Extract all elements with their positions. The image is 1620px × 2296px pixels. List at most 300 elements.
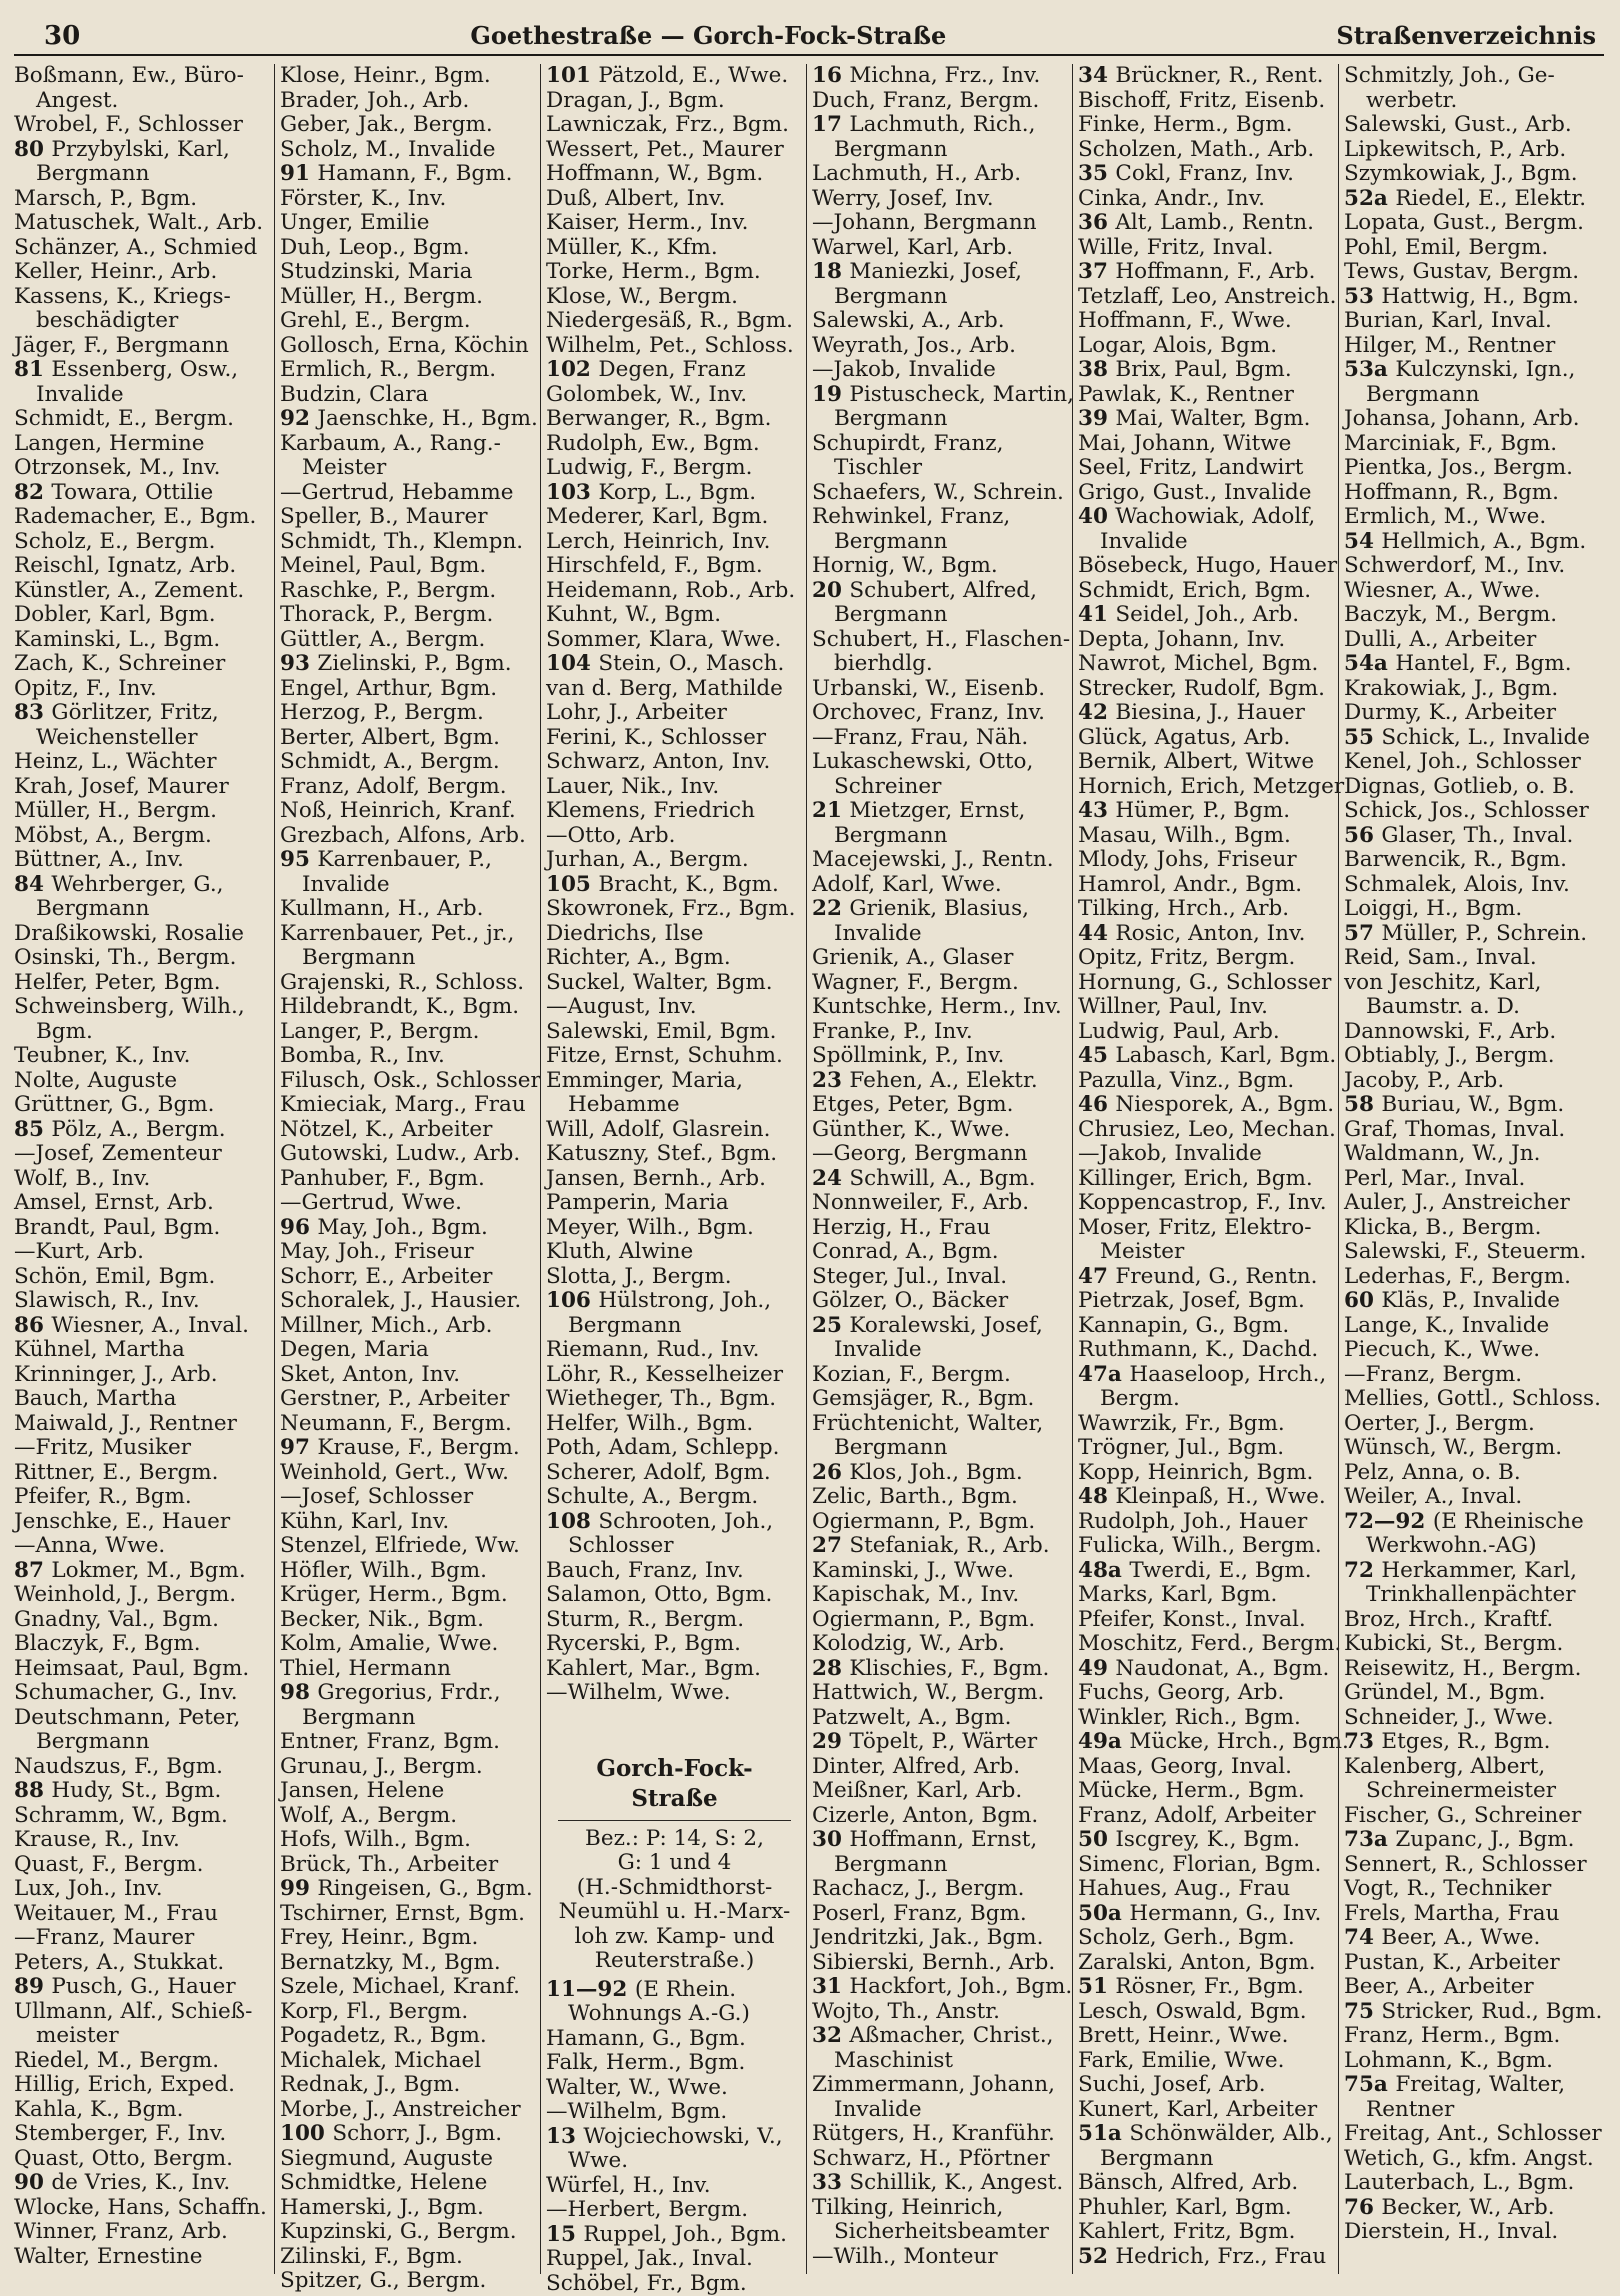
house-number: 47a [1078, 1362, 1129, 1387]
directory-entry: Unger, Emilie [280, 211, 537, 236]
directory-entry: Ferini, K., Schlosser [546, 726, 803, 751]
directory-entry: Matuschek, Walt., Arb. [14, 211, 271, 236]
directory-entry: Wolf, A., Bergm. [280, 1804, 537, 1829]
directory-entry: Rudolph, Joh., Hauer [1078, 1510, 1335, 1535]
directory-entry: Patzwelt, A., Bgm. [812, 1706, 1069, 1731]
house-number: 103 [546, 480, 598, 505]
directory-entry: Gründel, M., Bgm. [1344, 1681, 1601, 1706]
directory-entry: Waldmann, W., Jn. [1344, 1142, 1601, 1167]
directory-entry: Franke, P., Inv. [812, 1020, 1069, 1045]
directory-entry: 60 Kläs, P., Invalide [1344, 1289, 1601, 1314]
house-number: 50a [1078, 1901, 1129, 1926]
directory-entry: Brett, Heinr., Wwe. [1078, 2024, 1335, 2049]
directory-entry: Bänsch, Alfred, Arb. [1078, 2171, 1335, 2196]
directory-entry: Weitauer, M., Frau [14, 1902, 271, 1927]
directory-entry: Rentner [1344, 2098, 1601, 2123]
house-number: 29 [812, 1729, 849, 1754]
directory-entry: Frey, Heinr., Bgm. [280, 1926, 537, 1951]
columns-container [14, 64, 1604, 2274]
directory-entry: Fuchs, Georg, Arb. [1078, 1681, 1335, 1706]
house-number: 81 [14, 357, 51, 382]
directory-entry: Thorack, P., Bergm. [280, 603, 537, 628]
directory-entry: Gutowski, Ludw., Arb. [280, 1142, 537, 1167]
directory-entry: 13 Wojciechowski, V., [546, 2125, 803, 2150]
directory-entry: Raschke, P., Bergm. [280, 579, 537, 604]
directory-entry: Szele, Michael, Kranf. [280, 1975, 537, 2000]
directory-entry: Rachacz, J., Bergm. [812, 1877, 1069, 1902]
directory-entry: Richter, A., Bgm. [546, 946, 803, 971]
directory-entry: 75a Freitag, Walter, [1344, 2073, 1601, 2098]
directory-entry: Lipkewitsch, P., Arb. [1344, 138, 1601, 163]
directory-entry: Lachmuth, H., Arb. [812, 162, 1069, 187]
directory-entry: Schweinsberg, Wilh., [14, 995, 271, 1020]
directory-entry: 91 Hamann, F., Bgm. [280, 162, 537, 187]
directory-entry: Durmy, K., Arbeiter [1344, 701, 1601, 726]
house-number: 27 [812, 1533, 849, 1558]
directory-entry: bierhdlg. [812, 652, 1069, 677]
directory-entry: —Wilhelm, Bgm. [546, 2100, 803, 2125]
directory-entry: —Franz, Bergm. [1344, 1363, 1601, 1388]
directory-entry: Dinter, Alfred, Arb. [812, 1755, 1069, 1780]
directory-entry: May, Joh., Friseur [280, 1240, 537, 1265]
directory-entry: Neumann, F., Bergm. [280, 1412, 537, 1437]
house-number: 102 [546, 357, 598, 382]
directory-entry: Kaminski, J., Wwe. [812, 1559, 1069, 1584]
house-number: 75 [1344, 1999, 1381, 2024]
directory-entry: 104 Stein, O., Masch. [546, 652, 803, 677]
directory-entry: Osinski, Th., Bergm. [14, 946, 271, 971]
directory-entry: Kenel, Joh., Schlosser [1344, 750, 1601, 775]
directory-entry: Schoralek, J., Hausier. [280, 1289, 537, 1314]
directory-entry: 74 Beer, A., Wwe. [1344, 1926, 1601, 1951]
directory-entry: Schmidt, Th., Klempn. [280, 530, 537, 555]
directory-entry: Trinkhallenpächter [1344, 1583, 1601, 1608]
directory-entry: 35 Cokl, Franz, Inv. [1078, 162, 1335, 187]
house-number: 35 [1078, 161, 1115, 186]
directory-entry: Hilger, M., Rentner [1344, 334, 1601, 359]
directory-entry: Steger, Jul., Inval. [812, 1265, 1069, 1290]
directory-entry: Kozian, F., Bergm. [812, 1363, 1069, 1388]
directory-entry: Kopp, Heinrich, Bgm. [1078, 1461, 1335, 1486]
directory-entry: Wohnungs A.-G.) [546, 2002, 803, 2027]
directory-entry: Lange, K., Invalide [1344, 1314, 1601, 1339]
directory-entry: Otrzonsek, M., Inv. [14, 456, 271, 481]
directory-entry: Wietheger, Th., Bgm. [546, 1387, 803, 1412]
directory-entry: Ullmann, Alf., Schieß- [14, 2000, 271, 2025]
directory-entry: Grüttner, G., Bgm. [14, 1093, 271, 1118]
directory-entry: Speller, B., Maurer [280, 505, 537, 530]
directory-entry: 36 Alt, Lamb., Rentn. [1078, 211, 1335, 236]
directory-entry: Hornich, Erich, Metzger [1078, 775, 1335, 800]
directory-entry: Torke, Herm., Bgm. [546, 260, 803, 285]
column-1 [14, 64, 274, 2274]
directory-entry: Fulicka, Wilh., Bergm. [1078, 1534, 1335, 1559]
directory-entry: 33 Schillik, K., Angest. [812, 2171, 1069, 2196]
house-number: 52 [1078, 2244, 1115, 2269]
directory-entry: Heidemann, Rob., Arb. [546, 579, 803, 604]
directory-entry: Marks, Karl, Bgm. [1078, 1583, 1335, 1608]
house-number: 72 [1344, 1558, 1381, 1583]
directory-entry: Broz, Hrch., Kraftf. [1344, 1608, 1601, 1633]
directory-entry: 72 Herkammer, Karl, [1344, 1559, 1601, 1584]
directory-entry: Hebamme [546, 1093, 803, 1118]
directory-entry: Fitze, Ernst, Schuhm. [546, 1044, 803, 1069]
directory-entry: Mederer, Karl, Bgm. [546, 505, 803, 530]
house-number: 106 [546, 1288, 598, 1313]
directory-entry: Franz, Adolf, Bergm. [280, 775, 537, 800]
directory-entry: Korp, Fl., Bergm. [280, 2000, 537, 2025]
directory-entry: —Johann, Bergmann [812, 211, 1069, 236]
directory-entry: Meinel, Paul, Bgm. [280, 554, 537, 579]
directory-entry: Schlosser [546, 1534, 803, 1559]
directory-entry: Schick, Jos., Schlosser [1344, 799, 1601, 824]
house-number: 46 [1078, 1092, 1115, 1117]
directory-entry: Thiel, Hermann [280, 1657, 537, 1682]
house-number: 39 [1078, 406, 1115, 431]
column-5 [1072, 64, 1338, 2274]
directory-entry: 55 Schick, L., Invalide [1344, 726, 1601, 751]
house-number: 57 [1344, 921, 1381, 946]
directory-entry: Diedrichs, Ilse [546, 922, 803, 947]
directory-entry: —Gertrud, Hebamme [280, 481, 537, 506]
house-number: 22 [812, 896, 849, 921]
directory-entry: Ludwig, F., Bergm. [546, 456, 803, 481]
directory-entry: 44 Rosic, Anton, Inv. [1078, 922, 1335, 947]
street-info-line: Neumühl u. H.-Marx- [546, 1900, 803, 1925]
directory-entry: Schreiner [812, 775, 1069, 800]
directory-entry: Naudszus, F., Bgm. [14, 1755, 271, 1780]
directory-entry: Meister [1078, 1240, 1335, 1265]
house-number: 26 [812, 1460, 849, 1485]
column-6 [1338, 64, 1604, 2274]
directory-entry: Invalide [1078, 530, 1335, 555]
directory-entry: 54 Hellmich, A., Bgm. [1344, 530, 1601, 555]
directory-entry: Kahla, K., Bgm. [14, 2098, 271, 2123]
directory-entry: Ogiermann, P., Bgm. [812, 1608, 1069, 1633]
house-number: 56 [1344, 823, 1381, 848]
directory-entry: Nolte, Auguste [14, 1069, 271, 1094]
directory-entry: —Anna, Wwe. [14, 1534, 271, 1559]
directory-entry: 48a Twerdi, E., Bgm. [1078, 1559, 1335, 1584]
directory-entry: Brück, Th., Arbeiter [280, 1853, 537, 1878]
directory-entry: Koppencastrop, F., Inv. [1078, 1191, 1335, 1216]
directory-entry: Szymkowiak, J., Bgm. [1344, 162, 1601, 187]
directory-entry: Willner, Paul, Inv. [1078, 995, 1335, 1020]
directory-entry: Schänzer, A., Schmied [14, 236, 271, 261]
section-title: Straßenverzeichnis [1336, 18, 1596, 54]
directory-entry: —Jakob, Invalide [1078, 1142, 1335, 1167]
house-number: 21 [812, 798, 849, 823]
house-number: 40 [1078, 504, 1115, 529]
directory-entry: Filusch, Osk., Schlosser [280, 1069, 537, 1094]
directory-entry: Scholz, Gerh., Bgm. [1078, 1926, 1335, 1951]
directory-entry: Tetzlaff, Leo, Anstreich. [1078, 285, 1335, 310]
directory-entry: Salewski, Emil, Bgm. [546, 1020, 803, 1045]
directory-entry: Bergmann [812, 407, 1069, 432]
directory-entry: Wolf, B., Inv. [14, 1167, 271, 1192]
directory-entry: 85 Pölz, A., Bergm. [14, 1118, 271, 1143]
house-number: 51 [1078, 1974, 1115, 1999]
directory-entry: Kunert, Karl, Arbeiter [1078, 2098, 1335, 2123]
house-number: 101 [546, 63, 598, 88]
directory-entry: Invalide [812, 2098, 1069, 2123]
directory-entry: Schmalek, Alois, Inv. [1344, 873, 1601, 898]
directory-entry: Draßikowski, Rosalie [14, 922, 271, 947]
directory-entry: Schmidt, Erich, Bgm. [1078, 579, 1335, 604]
directory-entry: Salewski, A., Arb. [812, 309, 1069, 334]
directory-entry: Langen, Hermine [14, 432, 271, 457]
house-number: 18 [812, 259, 849, 284]
directory-entry: Freitag, Ant., Schlosser [1344, 2122, 1601, 2147]
directory-entry: Wwe. [546, 2149, 803, 2174]
house-number: 108 [546, 1509, 598, 1534]
directory-entry: Sicherheitsbeamter [812, 2220, 1069, 2245]
directory-entry: Depta, Johann, Inv. [1078, 628, 1335, 653]
directory-entry: Wessert, Pet., Maurer [546, 138, 803, 163]
directory-entry: Hornung, G., Schlosser [1078, 971, 1335, 996]
directory-entry: Logar, Alois, Bgm. [1078, 334, 1335, 359]
directory-entry: Angest. [14, 89, 271, 114]
directory-entry: Hahues, Aug., Frau [1078, 1877, 1335, 1902]
directory-entry: beschädigter [14, 309, 271, 334]
directory-entry: Urbanski, W., Eisenb. [812, 677, 1069, 702]
directory-entry: Nawrot, Michel, Bgm. [1078, 652, 1335, 677]
directory-entry: 53 Hattwig, H., Bgm. [1344, 285, 1601, 310]
directory-entry: Pfeifer, Konst., Inval. [1078, 1608, 1335, 1633]
directory-entry: Bauch, Martha [14, 1387, 271, 1412]
house-number: 23 [812, 1068, 849, 1093]
directory-entry: Riemann, Rud., Inv. [546, 1338, 803, 1363]
directory-entry: —Otto, Arb. [546, 824, 803, 849]
directory-entry: Golombek, W., Inv. [546, 383, 803, 408]
directory-entry: Jendritzki, Jak., Bgm. [812, 1926, 1069, 1951]
directory-entry: Spöllmink, P., Inv. [812, 1044, 1069, 1069]
directory-entry: 101 Pätzold, E., Wwe. [546, 64, 803, 89]
directory-entry: Lohr, J., Arbeiter [546, 701, 803, 726]
directory-entry: Invalide [14, 383, 271, 408]
directory-entry: 31 Hackfort, Joh., Bgm. [812, 1975, 1069, 2000]
directory-entry: Studzinski, Maria [280, 260, 537, 285]
directory-entry: Sturm, R., Bergm. [546, 1608, 803, 1633]
directory-entry: Bgm. [14, 1020, 271, 1045]
directory-entry: Finke, Herm., Bgm. [1078, 113, 1335, 138]
directory-entry: Jenschke, E., Hauer [14, 1510, 271, 1535]
directory-entry: Bergmann [14, 897, 271, 922]
directory-entry: Nonnweiler, F., Arb. [812, 1191, 1069, 1216]
directory-entry: Mücke, Herm., Bgm. [1078, 1779, 1335, 1804]
directory-entry: Cizerle, Anton, Bgm. [812, 1804, 1069, 1829]
directory-entry: 73 Etges, R., Bgm. [1344, 1730, 1601, 1755]
directory-entry: Bergmann [812, 1436, 1069, 1461]
directory-entry: Wiesner, A., Wwe. [1344, 579, 1601, 604]
page-header [14, 18, 1604, 56]
directory-entry: Bergmann [812, 138, 1069, 163]
directory-entry: Schneider, J., Wwe. [1344, 1706, 1601, 1731]
directory-entry: Marsch, P., Bgm. [14, 187, 271, 212]
directory-entry: Sennert, R., Schlosser [1344, 1853, 1601, 1878]
directory-entry: Bergmann [14, 162, 271, 187]
directory-entry: Lauterbach, L., Bgm. [1344, 2171, 1601, 2196]
directory-entry: Krüger, Herm., Bgm. [280, 1583, 537, 1608]
directory-entry: Weyrath, Jos., Arb. [812, 334, 1069, 359]
directory-entry: Graf, Thomas, Inval. [1344, 1118, 1601, 1143]
directory-entry: Kupzinski, G., Bergm. [280, 2220, 537, 2245]
directory-entry: Maas, Georg, Inval. [1078, 1755, 1335, 1780]
directory-entry: Krakowiak, J., Bgm. [1344, 677, 1601, 702]
directory-entry: Deutschmann, Peter, [14, 1706, 271, 1731]
directory-entry: Bomba, R., Inv. [280, 1044, 537, 1069]
directory-entry: Piecuch, K., Wwe. [1344, 1338, 1601, 1363]
directory-entry: Salewski, Gust., Arb. [1344, 113, 1601, 138]
directory-entry: Poth, Adam, Schlepp. [546, 1436, 803, 1461]
directory-entry: Peters, A., Stukkat. [14, 1951, 271, 1976]
directory-entry: Hornig, W., Bgm. [812, 554, 1069, 579]
directory-entry: Dierstein, H., Inval. [1344, 2220, 1601, 2245]
directory-entry: 99 Ringeisen, G., Bgm. [280, 1877, 537, 1902]
directory-entry: Reid, Sam., Inval. [1344, 946, 1601, 971]
directory-entry: meister [14, 2024, 271, 2049]
directory-entry: Würfel, H., Inv. [546, 2174, 803, 2199]
directory-entry: —Wilh., Monteur [812, 2245, 1069, 2270]
directory-entry: Schmidt, A., Bergm. [280, 750, 537, 775]
directory-entry: 45 Labasch, Karl, Bgm. [1078, 1044, 1335, 1069]
house-number: 99 [280, 1876, 317, 1901]
directory-entry: 25 Koralewski, Josef, [812, 1314, 1069, 1339]
house-number: 75a [1344, 2072, 1395, 2097]
house-number: 38 [1078, 357, 1115, 382]
page-number: 30 [44, 18, 80, 54]
house-number: 100 [280, 2121, 332, 2146]
directory-entry: 43 Hümer, P., Bgm. [1078, 799, 1335, 824]
directory-entry: 98 Gregorius, Frdr., [280, 1681, 537, 1706]
house-number: 43 [1078, 798, 1115, 823]
directory-entry: Budzin, Clara [280, 383, 537, 408]
directory-entry: Sommer, Klara, Wwe. [546, 628, 803, 653]
directory-entry: Dragan, J., Bgm. [546, 89, 803, 114]
directory-entry: 105 Bracht, K., Bgm. [546, 873, 803, 898]
directory-entry: Bauch, Franz, Inv. [546, 1559, 803, 1584]
directory-entry: 84 Wehrberger, G., [14, 873, 271, 898]
directory-entry: Burian, Karl, Inval. [1344, 309, 1601, 334]
directory-entry: Schumacher, G., Inv. [14, 1681, 271, 1706]
house-number: 53 [1344, 284, 1381, 309]
directory-entry: Gnadny, Val., Bgm. [14, 1608, 271, 1633]
house-number: 88 [14, 1778, 51, 1803]
directory-entry: Hoffmann, R., Bgm. [1344, 481, 1601, 506]
directory-entry: 51a Schönwälder, Alb., [1078, 2122, 1335, 2147]
directory-entry: Weiler, A., Inval. [1344, 1485, 1601, 1510]
street-heading: Gorch-Fock-Straße [558, 1748, 791, 1821]
house-number: 28 [812, 1656, 849, 1681]
directory-entry: Wrobel, F., Schlosser [14, 113, 271, 138]
house-number: 76 [1344, 2195, 1381, 2220]
directory-entry: Langer, P., Bergm. [280, 1020, 537, 1045]
house-number: 82 [14, 480, 51, 505]
directory-entry: Schorr, E., Arbeiter [280, 1265, 537, 1290]
directory-entry: Scholzen, Math., Arb. [1078, 138, 1335, 163]
directory-entry: Jurhan, A., Bergm. [546, 848, 803, 873]
directory-entry: Maiwald, J., Rentner [14, 1412, 271, 1437]
house-number: 51a [1078, 2121, 1129, 2146]
directory-entry: 49a Mücke, Hrch., Bgm. [1078, 1730, 1335, 1755]
directory-entry: Herzog, P., Bergm. [280, 701, 537, 726]
directory-entry: Grigo, Gust., Invalide [1078, 481, 1335, 506]
directory-entry: Simenc, Florian, Bgm. [1078, 1853, 1335, 1878]
directory-entry: 58 Buriau, W., Bgm. [1344, 1093, 1601, 1118]
house-number: 25 [812, 1313, 849, 1338]
directory-entry: 100 Schorr, J., Bgm. [280, 2122, 537, 2147]
directory-entry: Klose, W., Bergm. [546, 285, 803, 310]
street-heading-block [546, 1748, 803, 1974]
directory-entry: 106 Hülstrong, Joh., [546, 1289, 803, 1314]
directory-entry: 42 Biesina, J., Hauer [1078, 701, 1335, 726]
house-number: 24 [812, 1166, 849, 1191]
directory-entry: Kubicki, St., Bergm. [1344, 1632, 1601, 1657]
directory-entry: von Jeschitz, Karl, [1344, 971, 1601, 996]
directory-entry: Lerch, Heinrich, Inv. [546, 530, 803, 555]
directory-entry: Skowronek, Frz., Bgm. [546, 897, 803, 922]
directory-entry: Weinhold, Gert., Ww. [280, 1461, 537, 1486]
directory-entry: 76 Becker, W., Arb. [1344, 2196, 1601, 2221]
directory-entry: Förster, K., Inv. [280, 187, 537, 212]
directory-entry: Marciniak, F., Bgm. [1344, 432, 1601, 457]
directory-entry: Grehl, E., Bergm. [280, 309, 537, 334]
directory-entry: Fark, Emilie, Wwe. [1078, 2049, 1335, 2074]
directory-entry: Tews, Gustav, Bergm. [1344, 260, 1601, 285]
directory-entry: Invalide [812, 922, 1069, 947]
directory-entry: 93 Zielinski, P., Bgm. [280, 652, 537, 677]
directory-entry: Kassens, K., Kriegs- [14, 285, 271, 310]
directory-entry: Tschirner, Ernst, Bgm. [280, 1902, 537, 1927]
directory-entry: Löhr, R., Kesselheizer [546, 1363, 803, 1388]
directory-entry: 97 Krause, F., Bergm. [280, 1436, 537, 1461]
directory-entry: Quast, Otto, Bergm. [14, 2147, 271, 2172]
directory-entry: 54a Hantel, F., Bgm. [1344, 652, 1601, 677]
directory-entry: Jansen, Bernh., Arb. [546, 1167, 803, 1192]
directory-entry: Pustan, K., Arbeiter [1344, 1951, 1601, 1976]
directory-entry: 53a Kulczynski, Ign., [1344, 358, 1601, 383]
directory-entry: Hattwich, W., Bergm. [812, 1681, 1069, 1706]
directory-entry: Kuntschke, Herm., Inv. [812, 995, 1069, 1020]
directory-entry: Mlody, Johs, Friseur [1078, 848, 1335, 873]
directory-entry: Mai, Johann, Witwe [1078, 432, 1335, 457]
directory-entry: Entner, Franz, Bgm. [280, 1730, 537, 1755]
directory-entry: 47 Freund, G., Rentn. [1078, 1265, 1335, 1290]
directory-entry: Lederhas, F., Bergm. [1344, 1265, 1601, 1290]
house-number: 95 [280, 847, 317, 872]
directory-entry: 19 Pistuscheck, Martin, [812, 383, 1069, 408]
house-number: 98 [280, 1680, 317, 1705]
column-4 [806, 64, 1072, 2274]
directory-entry: Kühnel, Martha [14, 1338, 271, 1363]
directory-entry: Wojto, Th., Anstr. [812, 2000, 1069, 2025]
directory-entry: Orchovec, Franz, Inv. [812, 701, 1069, 726]
directory-entry: 38 Brix, Paul, Bgm. [1078, 358, 1335, 383]
directory-entry: Moschitz, Ferd., Bergm. [1078, 1632, 1335, 1657]
directory-entry: 72—92 (E Rheinische [1344, 1510, 1601, 1535]
directory-entry: 88 Hudy, St., Bgm. [14, 1779, 271, 1804]
directory-entry: Siegmund, Auguste [280, 2147, 537, 2172]
directory-entry: Trögner, Jul., Bgm. [1078, 1436, 1335, 1461]
house-number: 49 [1078, 1656, 1115, 1681]
directory-entry: Jacoby, P., Arb. [1344, 1069, 1601, 1094]
street-info-line: (H.-Schmidthorst- [546, 1876, 803, 1901]
directory-entry: 17 Lachmuth, Rich., [812, 113, 1069, 138]
house-number: 72—92 [1344, 1509, 1433, 1534]
directory-entry: Bergmann [1344, 383, 1601, 408]
directory-entry: Phuhler, Karl, Bgm. [1078, 2196, 1335, 2221]
directory-entry: Kolm, Amalie, Wwe. [280, 1632, 537, 1657]
